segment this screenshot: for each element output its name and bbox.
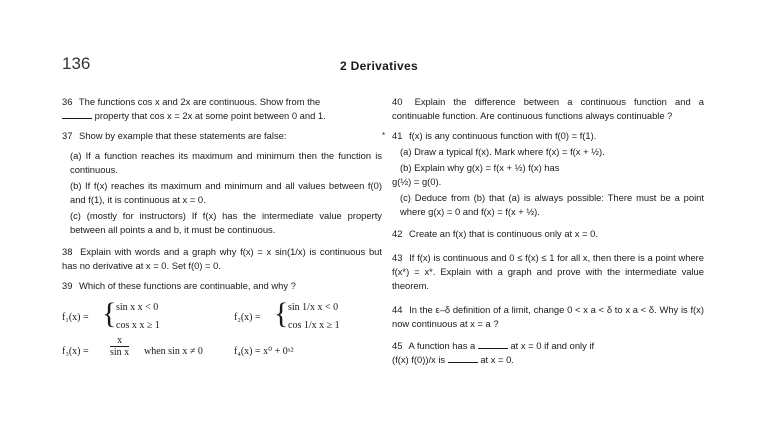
f3-denominator: sin x	[110, 347, 130, 358]
problem-number: 37	[62, 130, 73, 141]
problem-41a: (a) Draw a typical f(x). Mark where f(x) = f(x + ½).	[400, 146, 605, 157]
problem-text: Explain with words and a graph why f(x) = x sin(1/x) is continuous but has no derivative at x = 0. Set f(0) = 0.	[62, 246, 382, 271]
problem-41b: (b) Explain why g(x) = f(x + ½) f(x) has	[400, 162, 560, 173]
f1-case-top: sin x x < 0	[116, 302, 159, 313]
fill-blank	[448, 354, 478, 363]
problem-41b-cont: g(½) = g(0).	[392, 176, 442, 187]
problem-text: f(x) is any continuous function with f(0) = f(1).	[409, 130, 597, 141]
function-definitions	[62, 297, 382, 367]
f3-numerator: x	[117, 335, 123, 346]
problem-text: Which of these functions are continuable, and why ?	[79, 280, 296, 291]
problem-text: If f(x) is continuous and 0 ≤ f(x) ≤ 1 for all x, then there is a point where f(x*) = x*. Explain with a graph and prove with the intermediate value theorem.	[392, 252, 705, 291]
problem-number: 43	[392, 252, 403, 263]
page-number: 136	[62, 54, 91, 73]
chapter-title: 2 Derivatives	[340, 59, 418, 73]
problem-text: Create an f(x) that is continuous only at x = 0.	[409, 228, 598, 239]
problem-text: Explain the difference between a continuous function and a continuable function. Are continuous functions always continuable ?	[392, 96, 704, 121]
problem-number: 38	[62, 246, 73, 257]
problem-text: at x = 0 if and only if	[510, 340, 595, 351]
f3-fraction	[110, 335, 129, 358]
fill-blank	[478, 340, 508, 349]
problem-number: 42	[392, 228, 403, 239]
problem-44	[392, 303, 704, 331]
problem-number: 45	[392, 340, 403, 351]
f1-label: f₁(x) =	[62, 312, 89, 323]
problem-45	[392, 339, 704, 367]
problem-text: The functions cos x and 2x are continuous. Show from the	[78, 96, 321, 107]
problem-number: 44	[392, 304, 403, 315]
problem-37a: (a) If a function reaches its maximum and minimum then the function is continuous.	[70, 150, 382, 175]
problem-37	[62, 129, 382, 143]
right-column	[382, 95, 705, 373]
problem-40	[392, 95, 704, 123]
problem-text: Show by example that these statements are false:	[79, 130, 287, 141]
problem-text: In the ε–δ definition of a limit, change 0 < x a < δ to x a < δ. Why is f(x) now continuous at x = a ?	[392, 304, 704, 329]
fill-blank	[62, 110, 92, 119]
problem-41	[382, 129, 704, 143]
problem-41c: (c) Deduce from (b) that (a) is always possible: There must be a point where g(x) = 0 and f(x) = f(x + ½).	[400, 192, 704, 217]
f3-condition: when sin x ≠ 0	[144, 346, 203, 357]
f2-brace: {	[274, 297, 289, 330]
problem-36	[62, 95, 382, 123]
f4-definition: f₄(x) = x⁰ + 0ˣ²	[234, 346, 294, 357]
problem-37b: (b) If f(x) reaches its maximum and minimum and all values between f(0) and f(1), it is continuous at x = 0.	[70, 180, 382, 205]
problem-39	[62, 279, 382, 293]
problem-number: 40	[392, 96, 403, 107]
problem-37c: (c) (mostly for instructors) If f(x) has the intermediate value property between all points a and b, it must be continuous.	[70, 210, 382, 235]
problem-number: 36	[62, 96, 73, 107]
f3-label: f₃(x) =	[62, 346, 89, 357]
problem-text: property that cos x = 2x at some point between 0 and 1.	[94, 110, 326, 121]
problem-42	[392, 227, 704, 241]
problem-text: at x = 0.	[480, 354, 514, 365]
f2-label: f₂(x) =	[234, 312, 261, 323]
f1-brace: {	[102, 297, 117, 330]
problem-38	[62, 245, 382, 273]
problem-43	[392, 251, 704, 293]
f1-case-bottom: cos x x ≥ 1	[116, 320, 160, 331]
star-marker: *	[382, 131, 386, 140]
left-column	[62, 95, 382, 367]
f2-case-top: sin 1/x x < 0	[288, 302, 339, 313]
problem-text: (f(x) f(0))/x is	[392, 354, 446, 365]
problem-number: 41	[392, 130, 403, 141]
problem-text: A function has a	[408, 340, 476, 351]
f2-case-bottom: cos 1/x x ≥ 1	[288, 320, 340, 331]
problem-number: 39	[62, 280, 73, 291]
